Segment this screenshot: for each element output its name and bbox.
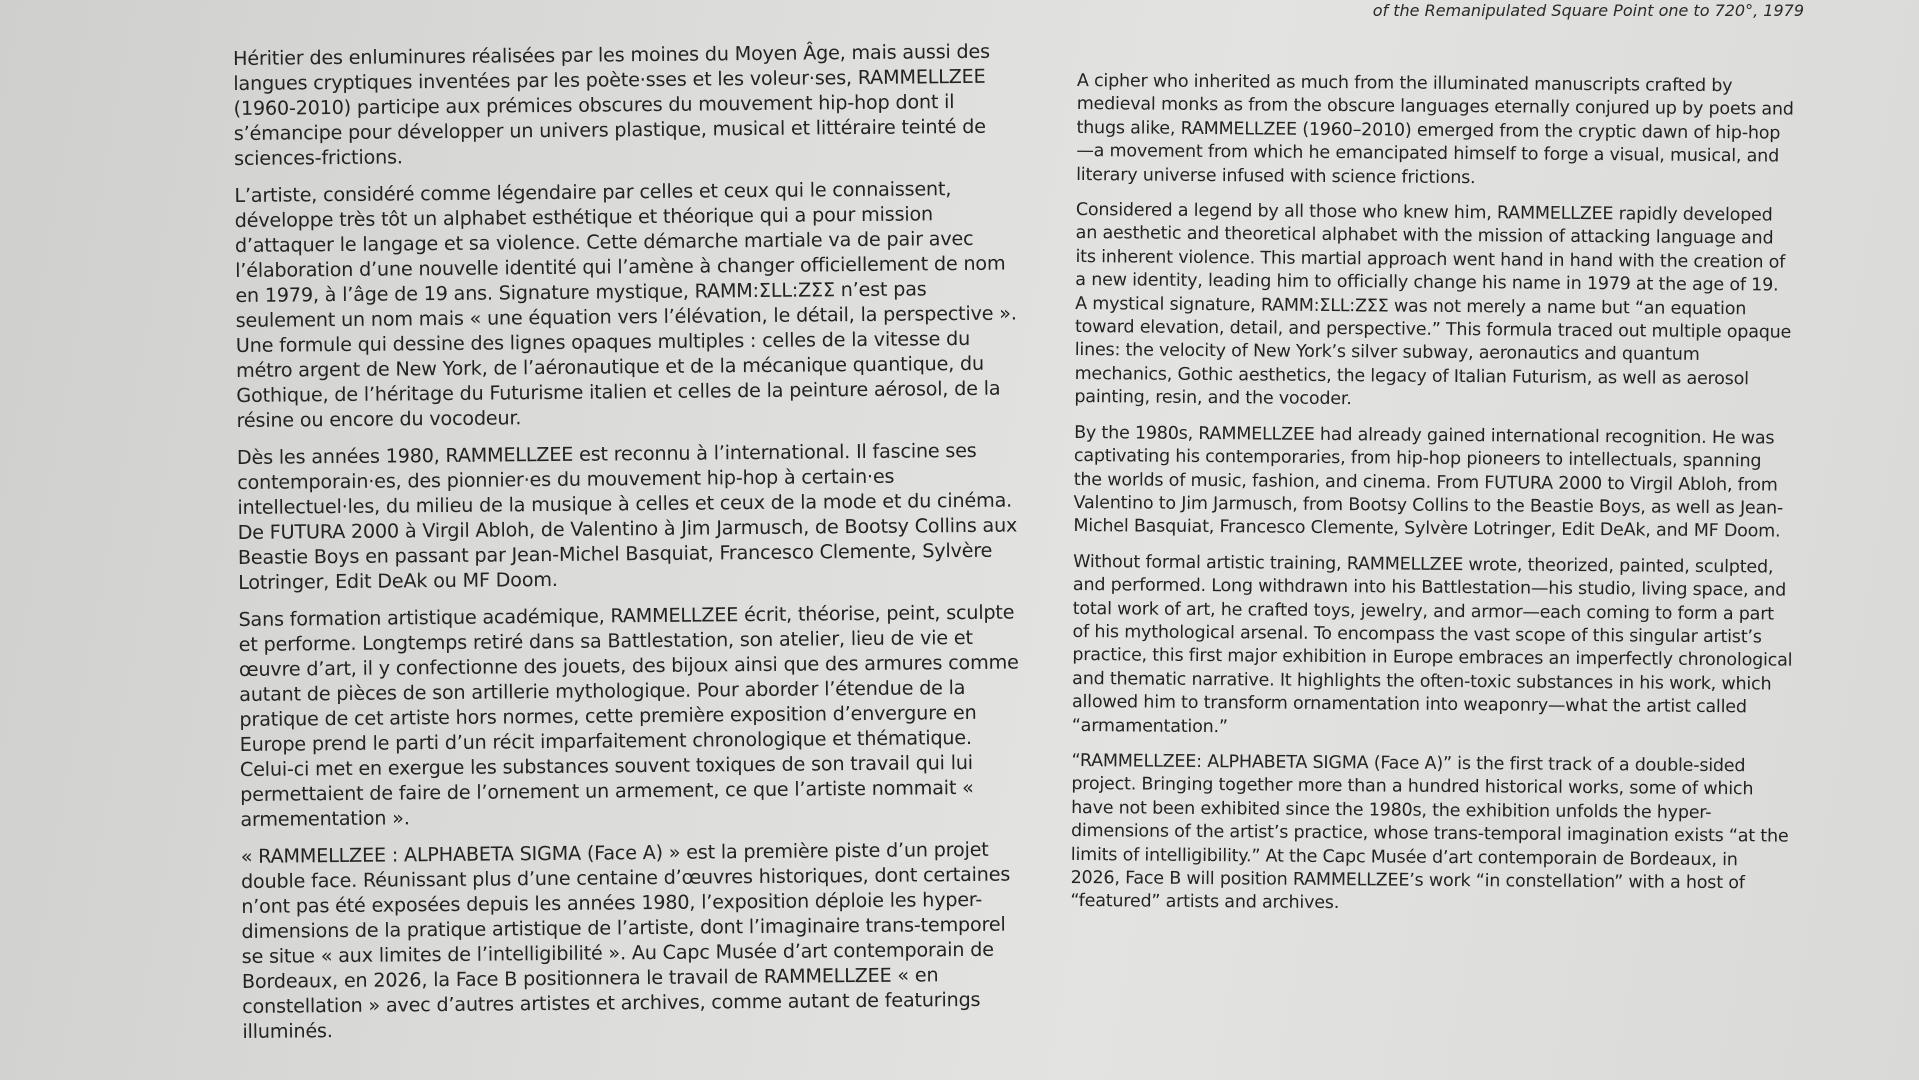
french-paragraph-3: Dès les années 1980, RAMMELLZEE est reconnu à l’international. Il fascine ses contemporain·es, des pionnier·es du mouvement hip-hop à certain·es intellectuel·les, du milieu de la musique à celles et ceux de la mode et du cinéma. De FUTURA 2000 à Virgil Abloh, de Valentino à Jim Jarmusch, de Bootsy Collins aux Beastie Boys en passant par Jean-Michel Basquiat, Francesco Clemente, Sylvère Lotringer, Edit DeAk ou MF Doom. xyxy=(236,438,1018,594)
english-paragraph-1: A cipher who inherited as much from the illuminated manuscripts crafted by medieval monks as from the obscure languages eternally conjured up by poets and thugs alike, RAMMELLZEE (1960–2010) emerged from the cryptic dawn of hip-hop—a movement from which he emancipated himself to forge a visual, musical, and literary universe infused with science frictions. xyxy=(1076,70,1794,188)
english-paragraph-2: Considered a legend by all those who knew him, RAMMELLZEE rapidly developed an aesthetic and theoretical alphabet with the mission of attacking language and its inherent violence. This martial approach went hand in hand with the creation of a new identity, leading him to officially change his name in 1979 at the age of 19. A mystical signature, RAMM:ΣLL:ZΣΣ was not merely a name but “an equation toward elevation, detail, and perspective.” This formula traced out multiple opaque lines: the velocity of New York’s silver subway, aeronautics and quantum mechanics, Gothic aesthetics, the legacy of Italian Futurism, as well as aerosol painting, resin, and the vocoder. xyxy=(1074,200,1792,410)
english-paragraph-5: “RAMMELLZEE: ALPHABETA SIGMA (Face A)” is the first track of a double-sided project. Bringing together more than a hundred historical works, some of which have not been exhibited since the 1980s, the exhibition unfolds the hyper-dimensions of the artist’s practice, whose trans-temporal imagination exists “at the limits of intelligibility.” At the Capc Musée d’art contemporain de Bordeaux, in 2026, Face B will position RAMMELLZEE’s work “in constellation” with a host of “featured” artists and archives. xyxy=(1070,750,1789,914)
french-paragraph-1: Héritier des enluminures réalisées par les moines du Moyen Âge, mais aussi des langues cryptiques inventées par les poète·sses et les voleur·ses, RAMMELLZEE (1960-2010) participe aux prémices obscures du mouvement hip-hop dont il s’émancipe pour développer un univers plastique, musical et littéraire teinté de sciences-frictions. xyxy=(233,39,990,170)
french-paragraph-2: L’artiste, considéré comme légendaire par celles et ceux qui le connaissent, développe très tôt un alphabet esthétique et théorique qui a pour mission d’attaquer le langage et sa violence. Cette démarche martiale va de pair avec l’élaboration d’une nouvelle identité qui l’amène à changer officiellement de nom en 1979, à l’âge de 19 ans. Signature mystique, RAMM:ΣLL:ZΣΣ n’est pas seulement un nom mais « une équation vers l’élévation, le détail, la perspective ». Une formule qui dessine des lignes opaques multiples : celles de la vitesse du métro argent de New York, de l’aéronautique et de la mécanique quantique, du Gothique, de l’héritage du Futurisme italien et celles de la peinture aérosol, de la résine ou encore du vocodeur. xyxy=(234,177,1017,432)
french-text-column xyxy=(233,38,1033,1056)
french-paragraph-4: Sans formation artistique académique, RAMMELLZEE écrit, théorise, peint, sculpte et performe. Longtemps retiré dans sa Battlestation, son atelier, lieu de vie et œuvre d’art, il y confectionne des jouets, des bijoux ainsi que des armures comme autant de pièces de son artillerie mythologique. Pour aborder l’étendue de la pratique de cet artiste hors normes, cette première exposition d’envergure en Europe prend le parti d’un récit imparfaitement chronologique et thématique. Celui-ci met en exergue les substances souvent toxiques de son travail qui lui permettaient de faire de l’ornement un armement, ce que l’artiste nommait « armementation ». xyxy=(238,600,1019,831)
artwork-caption: of the Remanipulated Square Point one to 720°, 1979 xyxy=(1372,1,1804,20)
english-paragraph-3: By the 1980s, RAMMELLZEE had already gained international recognition. He was captivating his contemporaries, from hip-hop pioneers to intellectuals, spanning the worlds of music, fashion, and cinema. From FUTURA 2000 to Virgil Abloh, from Valentino to Jim Jarmusch, from Bootsy Collins to the Beastie Boys, as well as Jean-Michel Basquiat, Francesco Clemente, Sylvère Lotringer, Edit DeAk, and MF Doom. xyxy=(1073,422,1784,542)
french-paragraph-5: « RAMMELLZEE : ALPHABETA SIGMA (Face A) » est la première piste d’un projet double face. Réunissant plus d’une centaine d’œuvres historiques, dont certaines n’ont pas été exposées depuis les années 1980, l’exposition déploie les hyper-dimensions de la pratique artistique de l’artiste, dont l’imaginaire trans-temporel se situe « aux limites de l’intelligibilité ». Au Capc Musée d’art contemporain de Bordeaux, en 2026, la Face B positionnera le travail de RAMMELLZEE « en constellation » avec d’autres artistes et archives, comme autant de featurings illuminés. xyxy=(240,837,1011,1043)
english-paragraph-4: Without formal artistic training, RAMMELLZEE wrote, theorized, painted, sculpted, and performed. Long withdrawn into his Battlestation—his studio, living space, and total work of art, he crafted toys, jewelry, and armor—each coming to form a part of his mythological arsenal. To encompass the vast scope of this singular artist’s practice, this first major exhibition in Europe embraces an imperfectly chronological and thematic narrative. It highlights the often-toxic substances in his work, which allowed him to transform ornamentation into weaponry—what the artist called “armamentation.” xyxy=(1071,551,1793,737)
english-text-column xyxy=(1070,70,1797,931)
